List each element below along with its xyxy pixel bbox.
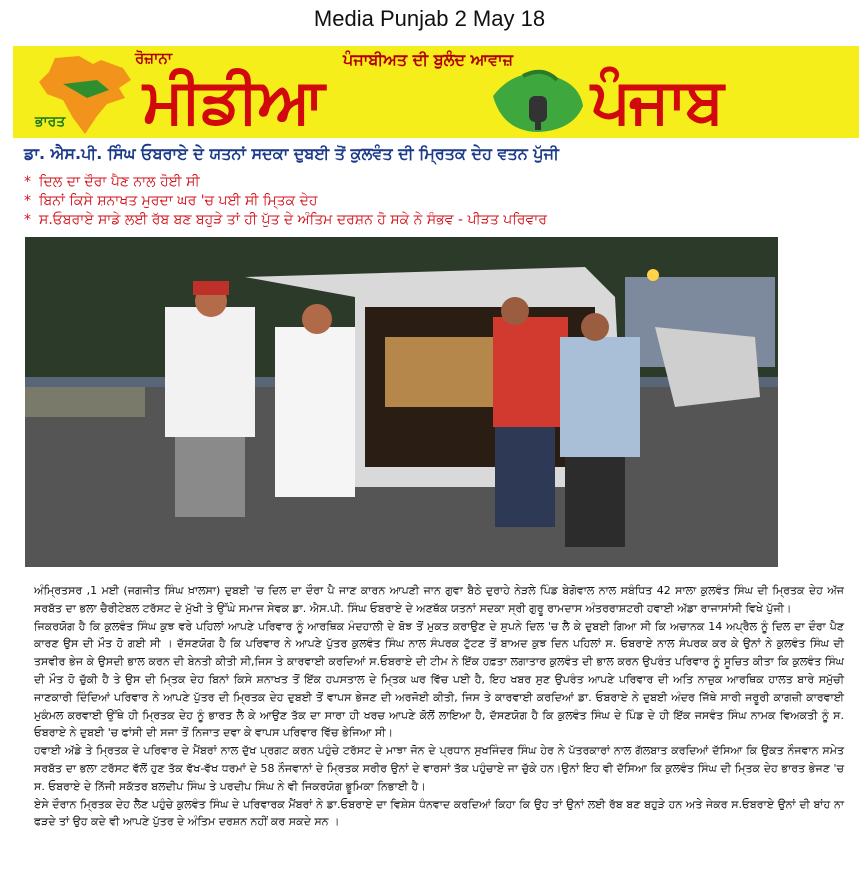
subhead-1: * ਦਿਲ ਦਾ ਦੌਰਾ ਪੈਣ ਨਾਲ ਹੋਈ ਸੀ [24, 174, 200, 190]
article-paragraph-2: ਜਿਕਰਯੋਗ ਹੈ ਕਿ ਕੁਲਵੰਤ ਸਿੰਘ ਕੁਝ ਵਰੇ ਪਹਿਲਾਂ ਆਪਣੇ ਪਰਿਵਾਰ ਨੂੰ ਆਰਥਿਕ ਮੰਦਹਾਲੀ ਦੇ ਬੋਝ ਤੋਂ ਮੁਕਤ ਕਰਾਉਣ ਦੇ ਸੁਪਨੇ ਦਿਲ 'ਚ ਲੈ ਕੇ ਦੁਬਈ ਗਿਆ ਸੀ ਕਿ ਅਚਾਨਕ 14 ਅਪ੍ਰੈਲ ਨੂੰ ਦਿਲ ਦਾ ਦੌਰਾ ਪੈਣ ਕਾਰਣ ਉਸ ਦੀ ਮੌਤ ਹੋ ਗਈ ਸੀ । ਦੱਸਣਯੋਗ ਹੈ ਕਿ ਪਰਿਵਾਰ ਨੇ ਆਪਣੇ ਪੁੱਤਰ ਕੁਲਵੰਤ ਸਿੰਘ ਨਾਲ ਸੰਪਰਕ ਟੁੱਟਣ ਤੋਂ ਬਾਅਦ ਕੁਝ ਦਿਨ ਪਹਿਲਾਂ ਸ. ਓਬਰਾਏ ਨਾਲ ਸੰਪਰਕ ਕਰ ਕੇ ਉਨਾਂ ਨੇ ਕੁਲਵੰਤ ਸਿੰਘ ਦੀ ਤਸਵੀਰ ਭੇਜ ਕੇ ਉਸਦੀ ਭਾਲ ਕਰਨ ਦੀ ਬੇਨਤੀ ਕੀਤੀ ਸੀ,ਜਿਸ ਤੇ ਕਾਰਵਾਈ ਕਰਦਿਆਂ ਸ.ਓਬਰਾਏ ਦੀ ਟੀਮ ਨੇ ਇੱਕ ਹਫ਼ਤਾ ਲਗਾਤਾਰ ਕੁਲਵੰਤ ਦੀ ਭਾਲ ਕਰਨ ਉਪਰੰਤ ਪਰਿਵਾਰ ਨੂੰ ਸੂਚਿਤ ਕੀਤਾ ਕਿ ਕੁਲਵੰਤ ਸਿੰਘ ਦੀ ਮੌਤ ਹੋ ਚੁੱਕੀ ਹੈ ਤੇ ਉਸ ਦੀ ਮਿ੍ਤਕ ਦੇਹ ਬਿਨਾਂ ਕਿਸੇ ਸ਼ਨਾਖਤ ਤੋਂ ਇੱਕ ਹਪਸਤਾਲ ਦੇ ਮਿ੍ਤਕ ਘਰ ਵਿੱਚ ਪਈ ਹੈ, ਇਹ ਖਬਰ ਸੁਣ ਉਪਰੰਤ ਆਪਣੇ ਪਰਿਵਾਰ ਦੀ ਅਤਿ ਨਾਜ਼ੁਕ ਆਰਥਿਕ ਹਾਲਤ ਬਾਰੇ ਸਮੁੱਚੀ ਜਾਣਕਾਰੀ ਦਿੰਦਿਆਂ ਪਰਿਵਾਰ ਨੇ ਆਪਣੇ ਪੁੱਤਰ ਦੀ ਮ੍ਰਿਤਕ ਦੇਹ ਦੁਬਈ ਤੋਂ ਵਾਪਸ ਭੇਜਣ ਦੀ ਅਰਜੋਈ ਕੀਤੀ, ਜਿਸ ਤੇ ਕਾਰਵਾਈ ਕਰਦਿਆਂ ਡਾ. ਓਬਰਾਏ ਨੇ ਦੁਬਈ ਅੰਦਰ ਜਿੱਥੇ ਸਾਰੀ ਜਰੂਰੀ ਕਾਗਜ਼ੀ ਕਾਰਵਾਈ ਮੁਕੰਮਲ ਕਰਵਾਈ ਉੱਥੇ ਹੀ ਮ੍ਰਿਤਕ ਦੇਹ ਨੂੰ ਭਾਰਤ ਲੈ ਕੇ ਆਉਣ ਤੱਕ ਦਾ ਸਾਰਾ ਹੀ ਖਰਚ ਆਪਣੇ ਕੋਲੋਂ ਲਾਇਆ ਹੈ, ਦੱਸਣਯੋਗ ਹੈ ਕਿ ਕੁਲਵੰਤ ਸਿੰਘ ਦੇ ਪਿੰਡ ਦੇ ਹੀ ਇੱਕ ਜਸਵੰਤ ਸਿੰਘ ਨਾਮਕ ਵਿਅਕਤੀ ਨੂੰ ਸ. ਓਬਰਾਏ ਨੇ ਦੁਬਈ 'ਚ ਫਾਂਸੀ ਦੀ ਸਜਾ ਤੋਂ ਨਿਜਾਤ ਦਵਾ ਕੇ ਵਾਪਸ ਪਰਿਵਾਰ ਵਿੱਚ ਭੇਜਿਆ ਸੀ। [34, 619, 844, 740]
article-body [34, 582, 844, 831]
masthead-name-left: ਮੀਡੀਆ [143, 64, 323, 137]
punjab-map-microphone-icon [483, 66, 593, 136]
article-paragraph-4: ਏਸੇ ਦੌਰਾਨ ਮ੍ਰਿਤਕ ਦੇਹ ਲੈਣ ਪਹੁੰਚੇ ਕੁਲਵੰਤ ਸਿੰਘ ਦੇ ਪਰਿਵਾਰਕ ਮੈਂਬਰਾਂ ਨੇ ਡਾ.ਓਬਰਾਏ ਦਾ ਵਿਸ਼ੇਸ ਧੰਨਵਾਦ ਕਰਦਿਆਂ ਕਿਹਾ ਕਿ ਉਹ ਤਾਂ ਉਨਾਂ ਲਈ ਰੱਬ ਬਣ ਬਹੁੜੇ ਹਨ ਅਤੇ ਜੇਕਰ ਸ.ਓਬਰਾਏ ਉਨਾਂ ਦੀ ਬਾਂਹ ਨਾ ਫੜਦੇ ਤਾਂ ਉਹ ਕਦੇ ਵੀ ਆਪਣੇ ਪੁੱਤਰ ਦੇ ਅੰਤਿਮ ਦਰਸ਼ਨ ਨਹੀਂ ਕਰ ਸਕਦੇ ਸਨ । [34, 797, 844, 829]
masthead-tagline: ਪੰਜਾਬੀਅਤ ਦੀ ਬੁਲੰਦ ਆਵਾਜ਼ [343, 50, 514, 69]
article-paragraph-1: ਅੰਮ੍ਰਿਤਸਰ ,1 ਮਈ (ਜਗਜੀਤ ਸਿੰਘ ਖ਼ਾਲਸਾ) ਦੁਬਈ 'ਚ ਦਿਲ ਦਾ ਦੌਰਾ ਪੈ ਜਾਣ ਕਾਰਨ ਆਪਣੀ ਜਾਨ ਗੁਵਾ ਬੈਠੇ ਦੁਰਾਹੇ ਨੇੜਲੇ ਪਿੰਡ ਬੇਗੋਵਾਲ ਨਾਲ ਸਬੰਧਿਤ 42 ਸਾਲਾ ਕੁਲਵੰਤ ਸਿੰਘ ਦੀ ਮ੍ਰਿਤਕ ਦੇਹ ਅੱਜ ਸਰਬੱਤ ਦਾ ਭਲਾ ਚੈਰੀਟੇਬਲ ਟਰੱਸਟ ਦੇ ਮੁੱਖੀ ਤੇ ਉੱਘੇ ਸਮਾਜ ਸੇਵਕ ਡਾ. ਐਸ.ਪੀ. ਸਿੰਘ ਓਬਰਾਏ ਦੇ ਅਣਥੱਕ ਯਤਨਾਂ ਸਦਕਾ ਸ੍ਰੀ ਗੁਰੂ ਰਾਮਦਾਸ ਅੰਤਰਰਾਸ਼ਟਰੀ ਹਵਾਈ ਅੱਡਾ ਰਾਜਾਸਾਂਸੀ ਵਿਖੇ ਪੁੱਜੀ। [34, 584, 844, 615]
subhead-3: * ਸ.ਓਬਰਾਏ ਸਾਡੇ ਲਈ ਰੱਬ ਬਣ ਬਹੁੜੇ ਤਾਂ ਹੀ ਪੁੱਤ ਦੇ ਅੰਤਿਮ ਦਰਸ਼ਨ ਹੋ ਸਕੇ ਨੇ ਸੰਭਵ - ਪੀੜਤ ਪਰਿਵਾਰ [24, 212, 547, 228]
article-headline: ਡਾ. ਐਸ.ਪੀ. ਸਿੰਘ ਓਬਰਾਏ ਦੇ ਯਤਨਾਂ ਸਦਕਾ ਦੁਬਈ ਤੋਂ ਕੁਲਵੰਤ ਦੀ ਮ੍ਰਿਤਕ ਦੇਹ ਵਤਨ ਪੁੱਜੀ [24, 144, 559, 163]
masthead-kicker: ਰੋਜ਼ਾਨਾ [135, 49, 173, 67]
page-source-title: Media Punjab 2 May 18 [313, 6, 546, 31]
article-paragraph-3: ਹਵਾਈ ਅੱਡੇ ਤੇ ਮ੍ਰਿਤਕ ਦੇ ਪਰਿਵਾਰ ਦੇ ਮੈਂਬਰਾਂ ਨਾਲ ਦੁੱਖ ਪ੍ਰਗਟ ਕਰਨ ਪਹੁੰਚੇ ਟਰੱਸਟ ਦੇ ਮਾਝਾ ਜੋਨ ਦੇ ਪ੍ਰਧਾਨ ਸੁਖਜਿੰਦਰ ਸਿੰਘ ਹੇਰ ਨੇ ਪੱਤਰਕਾਰਾਂ ਨਾਲ ਗੱਲਬਾਤ ਕਰਦਿਆਂ ਦੱਸਿਆ ਕਿ ਉਕਤ ਨੌਜਵਾਨ ਸਮੇਤ ਸਰਬੱਤ ਦਾ ਭਲਾ ਟਰੱਸਟ ਵੱਲੋਂ ਹੁਣ ਤੱਕ ਵੱਖ-ਵੱਖ ਧਰਮਾਂ ਦੇ 58 ਨੌਜਵਾਨਾਂ ਦੇ ਮ੍ਰਿਤਕ ਸਰੀਰ ਉਨਾਂ ਦੇ ਵਾਰਸਾਂ ਤੱਕ ਪਹੁੰਚਾਏ ਜਾ ਚੁੱਕੇ ਹਨ।ਉਨਾਂ ਇਹ ਵੀ ਦੱਸਿਆ ਕਿ ਕੁਲਵੰਤ ਸਿੰਘ ਦੀ ਮਿ੍ਤਕ ਦੇਹ ਭਾਰਤ ਭੇਜਣ 'ਚ ਸ. ਓਬਰਾਏ ਦੇ ਨਿੱਜੀ ਸਕੱਤਰ ਬਲਦੀਪ ਸਿੰਘ ਤੇ ਪਰਦੀਪ ਸਿੰਘ ਨੇ ਵੀ ਜਿਕਰਯੋਗ ਭੂਮਿਕਾ ਨਿਭਾਈ ਹੈ। [34, 744, 844, 793]
masthead-country-label: ਭਾਰਤ [35, 114, 66, 130]
bullet-star-icon: * [24, 212, 31, 228]
subhead-2: * ਬਿਨਾਂ ਕਿਸੇ ਸ਼ਨਾਖਤ ਮੁਰਦਾ ਘਰ 'ਚ ਪਈ ਸੀ ਮਿ੍ਤਕ ਦੇਹ [24, 193, 318, 209]
article-photo [25, 237, 778, 567]
bullet-star-icon: * [24, 174, 31, 190]
masthead-name-right: ਪੰਜਾਬ [591, 64, 722, 137]
bullet-star-icon: * [24, 193, 31, 209]
newspaper-masthead [13, 46, 859, 138]
